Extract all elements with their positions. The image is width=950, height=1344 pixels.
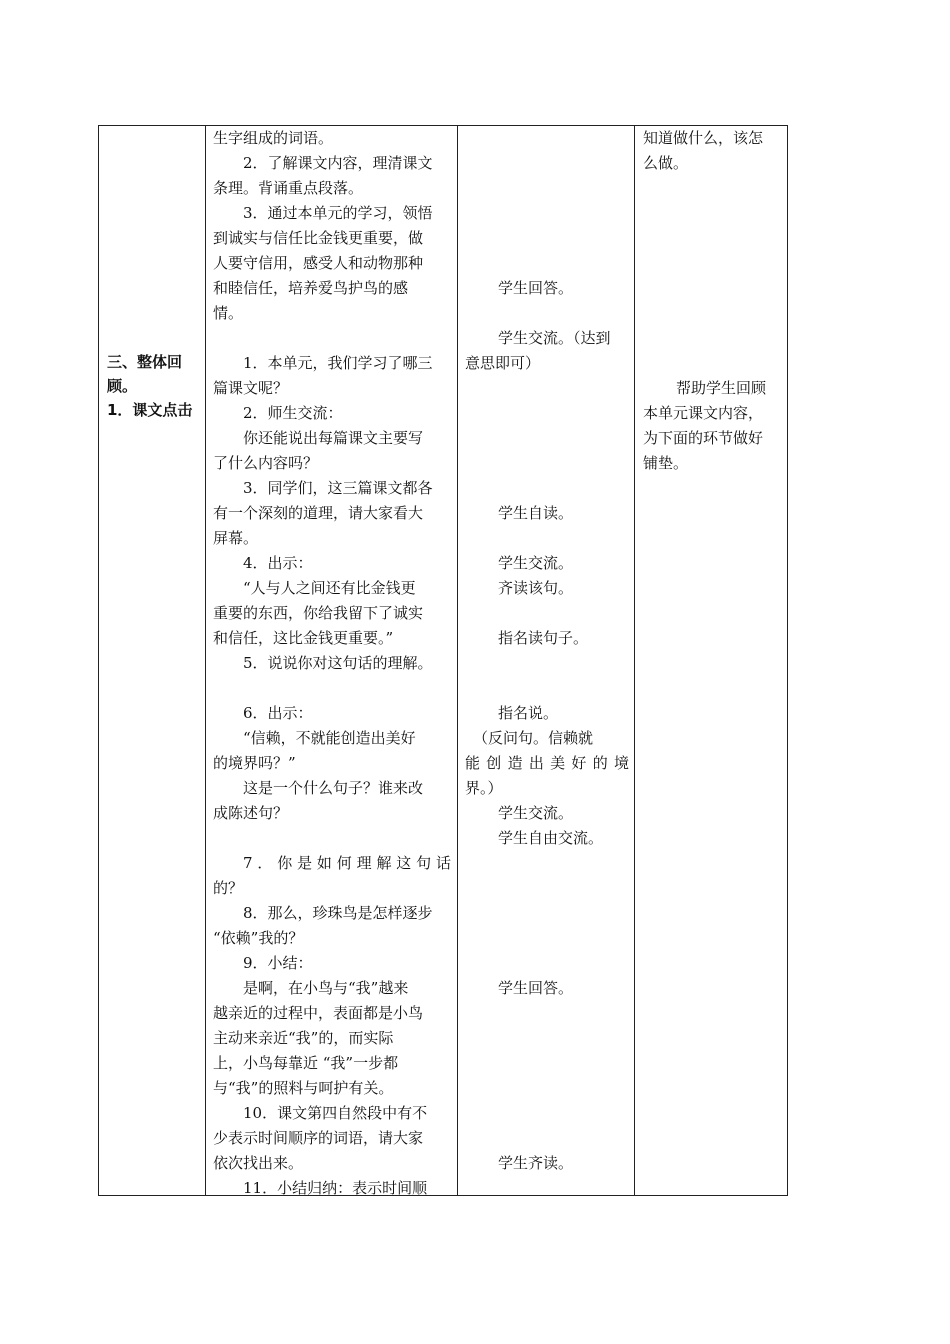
design-line xyxy=(643,301,783,326)
design-line xyxy=(643,176,783,201)
student-line xyxy=(465,601,629,626)
student-line: 学生交流。（达到 xyxy=(498,329,611,347)
section-title-cell xyxy=(107,350,199,422)
student-line xyxy=(465,1001,629,1026)
teacher-line: 与“我”的照料与呵护有关。 xyxy=(213,1079,394,1097)
column-divider xyxy=(634,126,635,1195)
teacher-line: 2．了解课文内容，理清课文 xyxy=(243,154,433,172)
design-line xyxy=(643,251,783,276)
student-line xyxy=(465,176,629,201)
column-divider xyxy=(457,126,458,1195)
lesson-plan-table xyxy=(98,125,788,1196)
student-line xyxy=(465,526,629,551)
teacher-line: 重要的东西，你给我留下了诚实 xyxy=(213,604,424,622)
student-line: 学生齐读。 xyxy=(498,1154,574,1172)
design-line: 么做。 xyxy=(643,154,689,172)
teacher-line: 8．那么，珍珠鸟是怎样逐步 xyxy=(243,904,433,922)
design-line xyxy=(643,276,783,301)
design-line xyxy=(643,351,783,376)
student-line: 指名说。 xyxy=(498,704,559,722)
teacher-line: 生字组成的词语。 xyxy=(213,129,334,147)
teacher-line: 和信任，这比金钱更重要。” xyxy=(213,629,394,647)
teacher-line: 11．小结归纳：表示时间顺 xyxy=(243,1179,428,1197)
design-line: 本单元课文内容， xyxy=(643,404,764,422)
student-line xyxy=(465,301,629,326)
teacher-line: 9．小结： xyxy=(243,954,313,972)
teacher-line: 7．你是如何理解这句话 xyxy=(243,854,451,872)
teacher-line: 3．同学们，这三篇课文都各 xyxy=(243,479,433,497)
design-line xyxy=(643,201,783,226)
student-activity-cell xyxy=(465,126,629,1201)
column-divider xyxy=(205,126,206,1195)
teacher-line xyxy=(213,676,451,701)
student-line: 意思即可） xyxy=(465,354,541,372)
teacher-line: 少表示时间顺序的词语，请大家 xyxy=(213,1129,424,1147)
student-line: （反问句。信赖就 xyxy=(473,729,594,747)
teacher-line: 篇课文呢？ xyxy=(213,379,289,397)
student-line xyxy=(465,376,629,401)
student-line: 学生交流。 xyxy=(498,554,574,572)
teacher-line: 屏幕。 xyxy=(213,529,259,547)
section-title-line: 三、整体回 xyxy=(107,353,183,371)
teacher-line: 3．通过本单元的学习，领悟 xyxy=(243,204,433,222)
teacher-line: 1．本单元，我们学习了哪三 xyxy=(243,354,433,372)
teacher-line: 6．出示： xyxy=(243,704,313,722)
student-line xyxy=(465,426,629,451)
teacher-line: 人要守信用，感受人和动物那种 xyxy=(213,254,424,272)
student-line: 学生自由交流。 xyxy=(498,829,604,847)
design-line: 为下面的环节做好 xyxy=(643,429,764,447)
teacher-line: 是啊，在小鸟与“我”越来 xyxy=(243,979,409,997)
teacher-line: 有一个深刻的道理，请大家看大 xyxy=(213,504,424,522)
teacher-line: 这是一个什么句子？谁来改 xyxy=(243,779,424,797)
design-line: 知道做什么，该怎 xyxy=(643,129,764,147)
student-line: 能创造出美好的境 xyxy=(465,754,629,772)
student-line: 学生交流。 xyxy=(498,804,574,822)
student-line xyxy=(465,851,629,876)
student-line xyxy=(465,676,629,701)
teacher-line: 和睦信任，培养爱鸟护鸟的感 xyxy=(213,279,409,297)
student-line xyxy=(465,451,629,476)
teacher-line: 成陈述句？ xyxy=(213,804,289,822)
student-line xyxy=(465,1126,629,1151)
teacher-line: 主动来亲近“我”的，而实际 xyxy=(213,1029,394,1047)
design-intent-cell xyxy=(643,126,783,476)
student-line xyxy=(465,926,629,951)
student-line xyxy=(465,651,629,676)
student-line xyxy=(465,226,629,251)
teacher-line xyxy=(213,826,451,851)
section-title-line: 1．课文点击 xyxy=(107,401,193,419)
teacher-line: 条理。背诵重点段落。 xyxy=(213,179,364,197)
student-line: 学生回答。 xyxy=(498,279,574,297)
teacher-line: 5．说说你对这句话的理解。 xyxy=(243,654,433,672)
student-line: 齐读该句。 xyxy=(498,579,574,597)
student-line xyxy=(465,951,629,976)
teacher-line: 上，小鸟每靠近 “我”一步都 xyxy=(213,1054,399,1072)
teacher-line xyxy=(213,326,451,351)
teacher-line: 的？ xyxy=(213,879,244,897)
teacher-line: 4．出示： xyxy=(243,554,313,572)
student-line xyxy=(465,476,629,501)
student-line xyxy=(465,251,629,276)
teacher-line: 依次找出来。 xyxy=(213,1154,304,1172)
teacher-line: 了什么内容吗？ xyxy=(213,454,319,472)
student-line: 学生自读。 xyxy=(498,504,574,522)
student-line xyxy=(465,1101,629,1126)
section-title-line: 顾。 xyxy=(107,377,138,395)
design-line: 帮助学生回顾 xyxy=(676,379,767,397)
student-line xyxy=(465,901,629,926)
design-line xyxy=(643,326,783,351)
student-line xyxy=(465,126,629,151)
student-line xyxy=(465,1176,629,1201)
student-line xyxy=(465,151,629,176)
design-line: 铺垫。 xyxy=(643,454,689,472)
student-line: 学生回答。 xyxy=(498,979,574,997)
teacher-line: 2．师生交流： xyxy=(243,404,343,422)
teacher-activity-cell xyxy=(213,126,451,1201)
student-line xyxy=(465,201,629,226)
teacher-line: 越亲近的过程中，表面都是小鸟 xyxy=(213,1004,424,1022)
student-line: 指名读句子。 xyxy=(498,629,589,647)
teacher-line: 的境界吗？” xyxy=(213,754,296,772)
teacher-line: 到诚实与信任比金钱更重要，做 xyxy=(213,229,424,247)
design-line xyxy=(643,226,783,251)
student-line xyxy=(465,401,629,426)
teacher-line: “信赖，不就能创造出美好 xyxy=(243,729,416,747)
student-line xyxy=(465,876,629,901)
teacher-line: “依赖”我的？ xyxy=(213,929,304,947)
student-line xyxy=(465,1051,629,1076)
student-line xyxy=(465,1026,629,1051)
student-line: 界。） xyxy=(465,779,503,797)
student-line xyxy=(465,1076,629,1101)
teacher-line: 情。 xyxy=(213,304,244,322)
teacher-line: 10．课文第四自然段中有不 xyxy=(243,1104,428,1122)
teacher-line: “人与人之间还有比金钱更 xyxy=(243,579,416,597)
teacher-line: 你还能说出每篇课文主要写 xyxy=(243,429,424,447)
